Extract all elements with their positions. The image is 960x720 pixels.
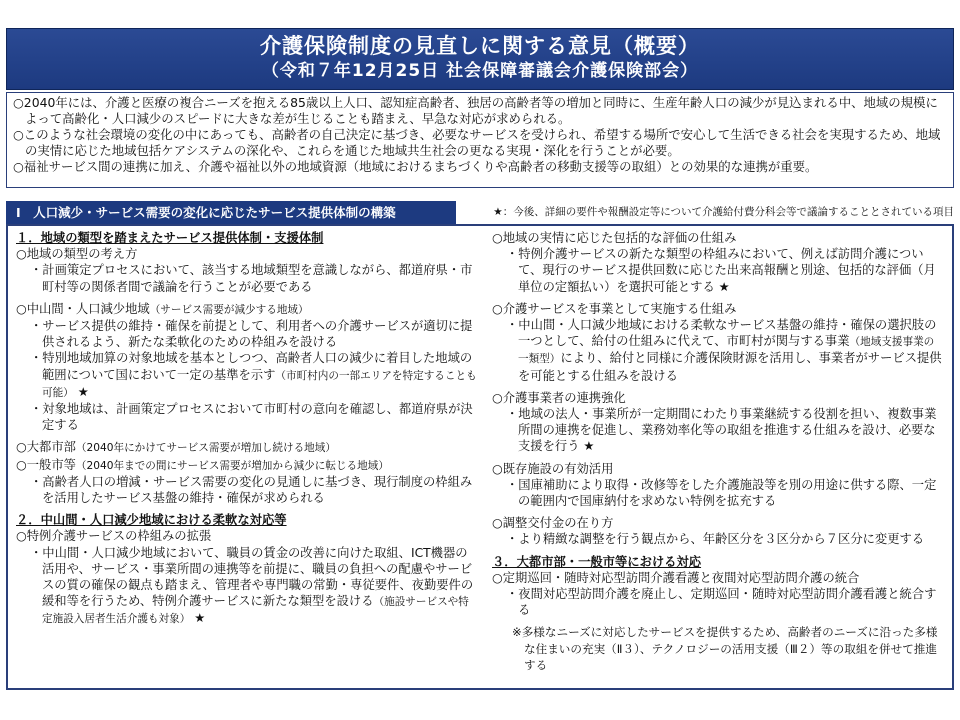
bullet-text: ・中山間・人口減少地域において、職員の賃金の改善に向けた取組、ICT機器の活用や、サービス・事業所間の連携等を前提に、職員の負担への配慮やサービスの質の確保の観点も踏まえ、管理者や専門職の常勤・専従要件、夜勤要件の緩和等を行うため、特例介護サービスに新たな類型を設ける (30, 545, 474, 609)
bullet (16, 545, 478, 628)
bullet: ・地域の法人・事業所が一定期間にわたり事業継続する役割を担い、複数事業所間の連携を促進し、業務効率化等の取組を推進する仕組みを設け、必要な支援を行う ★ (506, 407, 937, 454)
bullet-text: ・特別地域加算の対象地域を基本としつつ、高齢者人口の減少に着目した地域の範囲について国において一定の基準を示す (30, 351, 473, 382)
bullet: ・より精緻な調整を行う観点から、年齢区分を３区分から７区分に変更する (506, 532, 925, 547)
item-head: ○介護サービスを事業として実施する仕組み (492, 301, 737, 316)
item-head-note: （2040年にかけてサービス需要が増加し続ける地域） (75, 442, 336, 455)
intro-paragraph: ○このような社会環境の変化の中にあっても、高齢者の自己決定に基づき、必要なサービスを受けられ、希望する場所で安心して生活できる社会を実現するため、地域の実情に応じた地域包括ケアシステムの深化や、これらを通じた地域共生社会の更なる実現・深化を行うことが必要。 (13, 127, 941, 158)
item-head: ○介護事業者の連携強化 (492, 390, 626, 405)
bullet (16, 350, 478, 401)
item-head: ○地域の実情に応じた包括的な評価の仕組み (492, 231, 737, 245)
bullet-text: により、給付と同様に介護保険財源を活用し、事業者がサービス提供を可能とする仕組みを設ける (518, 351, 942, 383)
item-head: ○調整交付金の在り方 (492, 516, 614, 531)
item-head-text: ○一般市等 (16, 457, 76, 472)
section-header (6, 201, 954, 224)
right-column (492, 230, 944, 673)
item-head-text: ○中山間・人口減少地域 (16, 301, 150, 316)
bullet: ・サービス提供の維持・確保を前提として、利用者への介護サービスが適切に提供されるよう、新たな柔軟化のための枠組みを設ける (30, 319, 473, 350)
bullet-text: ・中山間・人口減少地域における柔軟なサービス基盤の維持・確保の選択肢の一つとして、給付の仕組みに代えて、市町村が関与する事業 (506, 318, 937, 349)
item-head (16, 301, 478, 318)
intro-paragraph: ○福祉サービス間の連携に加え、介護や福祉以外の地域資源（地域におけるまちづくりや高齢者の移動支援等の取組）との効果的な連携が重要。 (13, 159, 818, 174)
note: ※多様なニーズに対応したサービスを提供するため、高齢者のニーズに沿った多様な住まいの充実（Ⅱ３）、テクノロジーの活用支援（Ⅲ２）等の取組を併せて推進する (512, 625, 938, 672)
heading-1: １．地域の類型を踏まえたサービス提供体制・支援体制 (16, 231, 324, 245)
item-head: ○特例介護サービスの枠組みの拡張 (16, 529, 212, 544)
intro-paragraph: ○2040年には、介護と医療の複合ニーズを抱える85歳以上人口、認知症高齢者、独居の高齢者等の増加と同時に、生産年齢人口の減少が見込まれる中、地域の規模によって高齢化・人口減少のスピードに大きな差が生じることも踏まえ、早急な対応が求められる。 (13, 95, 938, 126)
left-column (16, 230, 478, 628)
page-subtitle: （令和７年12月25日 社会保障審議会介護保険部会） (261, 61, 699, 81)
star-mark: ★ (77, 384, 89, 399)
page-title: 介護保険制度の見直しに関する意見（概要） (260, 34, 700, 58)
bullet-note: （地域支援事業の一類型） (518, 336, 935, 366)
title-banner (6, 28, 954, 90)
item-head-text: ○大都市部 (16, 440, 76, 455)
bullet: ・特例介護サービスの新たな類型の枠組みにおいて、例えば訪問介護について、現行のサービス提供回数に応じた出来高報酬と別途、包括的な評価（月単位の定額払い）を選択可能とする ★ (506, 247, 936, 294)
item-head (16, 439, 478, 456)
bullet (492, 317, 944, 384)
bullet: ・夜間対応型訪問介護を廃止し、定期巡回・随時対応型訪問介護看護と統合する (506, 587, 937, 618)
section-title: Ⅰ 人口減少・サービス需要の変化に応じたサービス提供体制の構築 (6, 201, 456, 224)
bullet: ・計画策定プロセスにおいて、該当する地域類型を意識しながら、都道府県・市町村等の関係者間で議論を行うことが必要である (30, 263, 473, 294)
star-mark: ★ (194, 611, 206, 626)
item-head-note: （サービス需要が減少する地域） (149, 303, 309, 316)
bullet-note: （市町村内の一部エリアを特定することも可能） (42, 369, 477, 399)
intro-box (6, 92, 954, 188)
section-note: ★：今後、詳細の要件や報酬設定等について介護給付費分科会等で議論することとされている項目 (493, 206, 954, 218)
bullet: ・国庫補助により取得・改修等をした介護施設等を別の用途に供する際、一定の範囲内で国庫納付を求めない特例を拡充する (506, 477, 937, 509)
bullet: ・対象地域は、計画策定プロセスにおいて市町村の意向を確認し、都道府県が決定する (30, 402, 473, 433)
item-head: ○定期巡回・随時対応型訪問介護看護と夜間対応型訪問介護の統合 (492, 570, 860, 585)
heading-3: ３．大都市部・一般市等における対応 (492, 554, 702, 569)
item-head-note: （2040年までの間にサービス需要が増加から減少に転じる地域） (75, 459, 389, 472)
section-content-box (6, 224, 954, 690)
item-head: ○地域の類型の考え方 (16, 247, 138, 262)
item-head (16, 457, 478, 474)
heading-2: ２．中山間・人口減少地域における柔軟な対応等 (16, 513, 287, 528)
bullet: ・高齢者人口の増減・サービス需要の変化の見通しに基づき、現行制度の枠組みを活用したサービス基盤の維持・確保が求められる (30, 474, 473, 506)
bullet-note: （施設サービスや特定施設入居者生活介護も対象） (42, 596, 469, 626)
item-head: ○既存施設の有効活用 (492, 461, 614, 476)
